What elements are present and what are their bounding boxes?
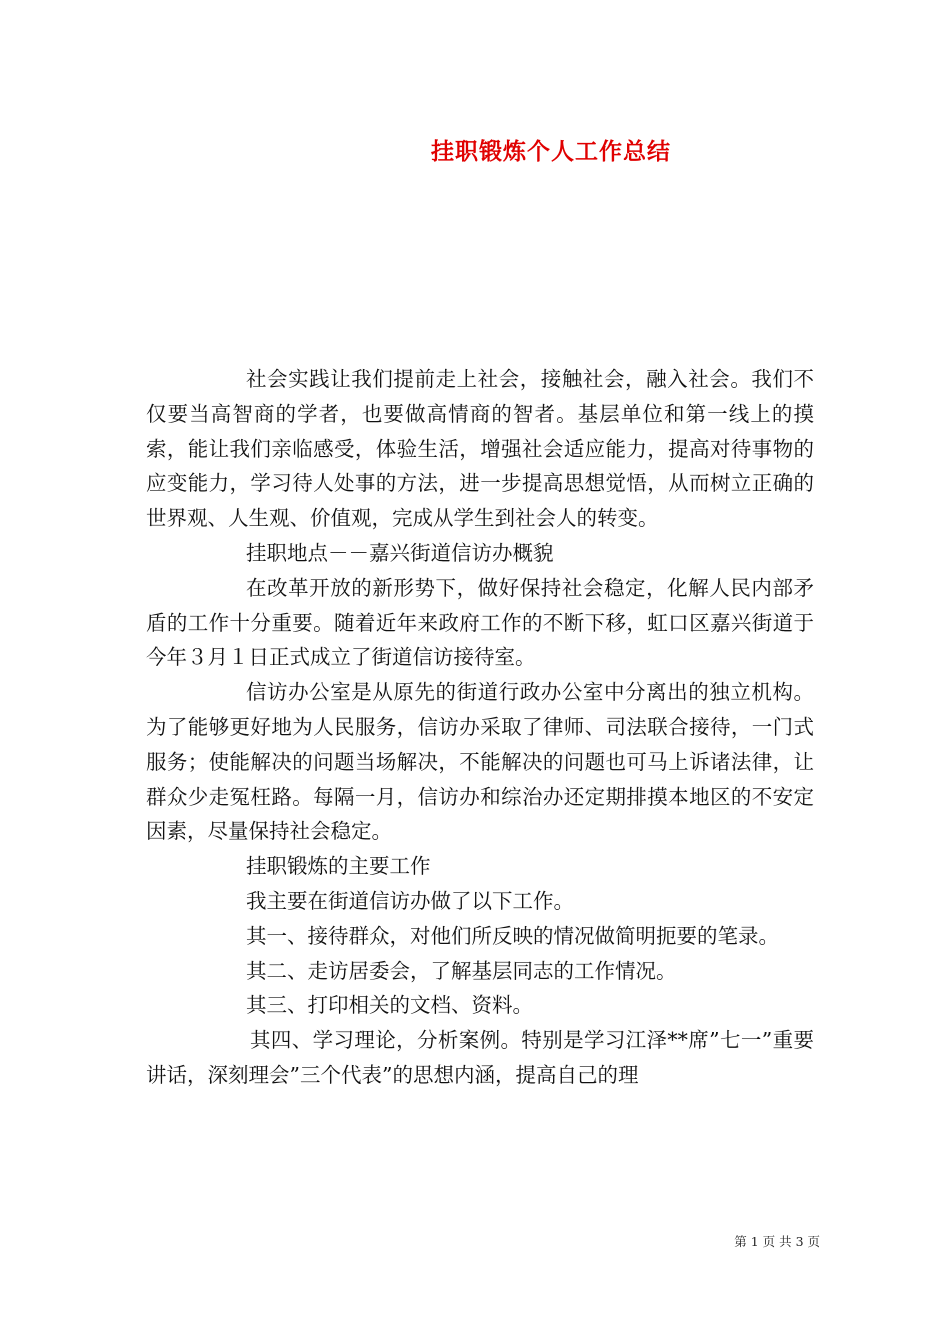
list-item-fourth: 其四、学习理论，分析案例。特别是学习江泽**席”七一”重要讲话，深刻理会”三个代表”的思想内涵，提高自己的理 (146, 1028, 814, 1087)
page-number: 第 1 页 共 3 页 (734, 1234, 820, 1249)
heading-location: 挂职地点－－嘉兴街道信访办概貌 (246, 540, 554, 565)
list-item-third: 其三、打印相关的文档、资料。 (246, 993, 533, 1018)
document-title: 挂职锻炼个人工作总结 (431, 138, 671, 165)
heading-main-work: 挂职锻炼的主要工作 (246, 854, 431, 879)
paragraph-background: 在改革开放的新形势下，做好保持社会稳定，化解人民内部矛盾的工作十分重要。随着近年来政府工作的不断下移，虹口区嘉兴街道于今年３月１日正式成立了街道信访接待室。 (146, 575, 814, 670)
list-item-first: 其一、接待群众，对他们所反映的情况做简明扼要的笔录。 (246, 923, 779, 948)
list-item-second: 其二、走访居委会，了解基层同志的工作情况。 (246, 958, 677, 983)
paragraph-work-intro: 我主要在街道信访办做了以下工作。 (246, 888, 574, 913)
paragraph-intro: 社会实践让我们提前走上社会，接触社会，融入社会。我们不仅要当高智商的学者，也要做高情商的智者。基层单位和第一线上的摸索，能让我们亲临感受，体验生活，增强社会适应能力，提高对待事物的应变能力，学习待人处事的方法，进一步提高思想觉悟，从而树立正确的世界观、人生观、价值观，完成从学生到社会人的转变。 (146, 367, 814, 531)
document-body (146, 362, 814, 1093)
paragraph-office: 信访办公室是从原先的街道行政办公室中分离出的独立机构。为了能够更好地为人民服务，信访办采取了律师、司法联合接待，一门式服务；使能解决的问题当场解决，不能解决的问题也可马上诉诸法律，让群众少走冤枉路。每隔一月，信访办和综治办还定期排摸本地区的不安定因素，尽量保持社会稳定。 (146, 680, 814, 844)
